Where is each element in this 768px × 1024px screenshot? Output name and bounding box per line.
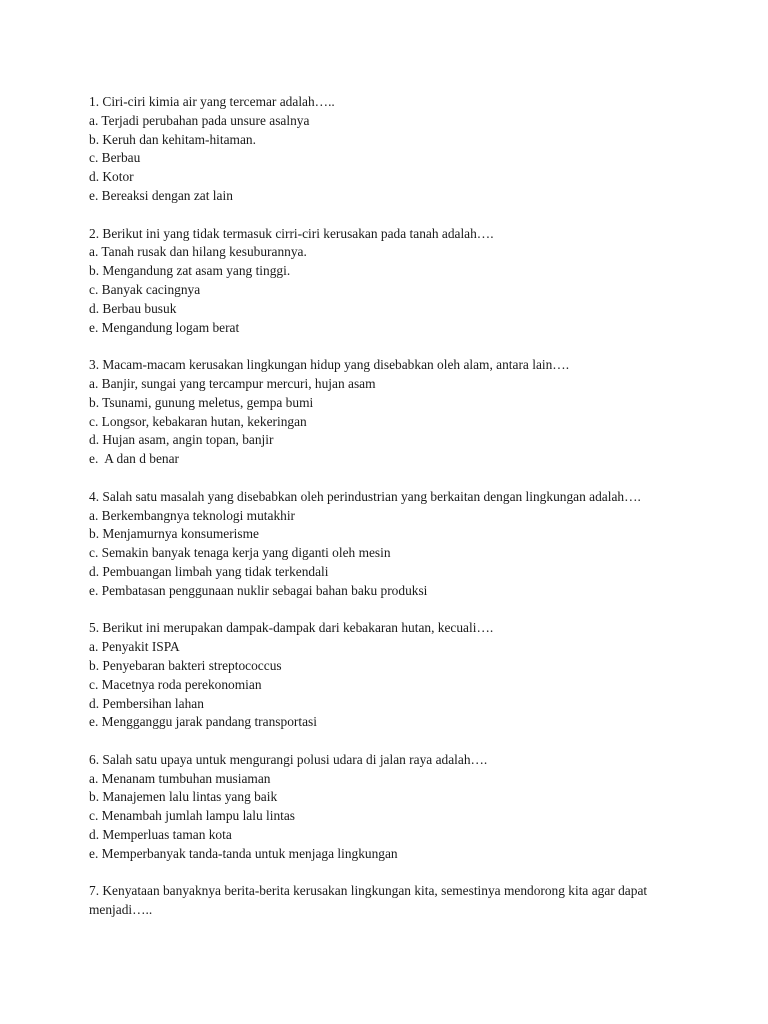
answer-option-c: c. Berbau xyxy=(89,150,141,166)
answer-option-d: d. Berbau busuk xyxy=(89,300,177,316)
answer-option-e: e. Mengganggu jarak pandang transportasi xyxy=(89,714,317,730)
answer-option-d: d. Kotor xyxy=(89,169,134,185)
question-stem: 2. Berikut ini yang tidak termasuk cirri-ciri kerusakan pada tanah adalah…. xyxy=(89,225,494,241)
answer-option-c: c. Semakin banyak tenaga kerja yang diganti oleh mesin xyxy=(89,545,391,561)
question-7 xyxy=(89,882,709,920)
question-2 xyxy=(89,225,709,338)
question-stem: 6. Salah satu upaya untuk mengurangi polusi udara di jalan raya adalah…. xyxy=(89,751,488,767)
answer-option-e: e. A dan d benar xyxy=(89,451,179,467)
answer-option-b: b. Menjamurnya konsumerisme xyxy=(89,526,259,542)
answer-option-d: d. Hujan asam, angin topan, banjir xyxy=(89,432,274,448)
answer-option-a: a. Menanam tumbuhan musiaman xyxy=(89,770,271,786)
question-stem: 5. Berikut ini merupakan dampak-dampak dari kebakaran hutan, kecuali…. xyxy=(89,620,494,636)
question-1 xyxy=(89,93,709,206)
question-5 xyxy=(89,619,709,732)
answer-option-e: e. Mengandung logam berat xyxy=(89,319,240,335)
answer-option-e: e. Memperbanyak tanda-tanda untuk menjaga lingkungan xyxy=(89,845,398,861)
question-6 xyxy=(89,751,709,864)
answer-option-b: b. Mengandung zat asam yang tinggi. xyxy=(89,263,291,279)
answer-option-a: a. Banjir, sungai yang tercampur mercuri, hujan asam xyxy=(89,375,376,391)
question-stem: 3. Macam-macam kerusakan lingkungan hidup yang disebabkan oleh alam, antara lain…. xyxy=(89,357,570,373)
answer-option-b: b. Keruh dan kehitam-hitaman. xyxy=(89,131,256,147)
answer-option-c: c. Longsor, kebakaran hutan, kekeringan xyxy=(89,413,307,429)
answer-option-b: b. Tsunami, gunung meletus, gempa bumi xyxy=(89,394,314,410)
answer-option-b: b. Manajemen lalu lintas yang baik xyxy=(89,789,278,805)
answer-option-e: e. Pembatasan penggunaan nuklir sebagai bahan baku produksi xyxy=(89,582,428,598)
answer-option-e: e. Bereaksi dengan zat lain xyxy=(89,187,233,203)
answer-option-d: d. Memperluas taman kota xyxy=(89,827,232,843)
question-stem: 7. Kenyataan banyaknya berita-berita kerusakan lingkungan kita, semestinya mendorong kita agar dapat menjadi….. xyxy=(89,883,648,918)
question-stem: 4. Salah satu masalah yang disebabkan oleh perindustrian yang berkaitan dengan lingkungan adalah…. xyxy=(89,488,641,504)
question-list xyxy=(89,93,709,939)
question-stem: 1. Ciri-ciri kimia air yang tercemar adalah….. xyxy=(89,94,335,109)
answer-option-d: d. Pembersihan lahan xyxy=(89,695,204,711)
answer-option-a: a. Berkembangnya teknologi mutakhir xyxy=(89,507,296,523)
answer-option-c: c. Menambah jumlah lampu lalu lintas xyxy=(89,808,296,824)
answer-option-c: c. Macetnya roda perekonomian xyxy=(89,676,262,692)
question-4 xyxy=(89,488,709,601)
answer-option-a: a. Tanah rusak dan hilang kesuburannya. xyxy=(89,244,307,260)
question-3 xyxy=(89,356,709,469)
answer-option-a: a. Penyakit ISPA xyxy=(89,639,180,655)
answer-option-a: a. Terjadi perubahan pada unsure asalnya xyxy=(89,112,310,128)
answer-option-d: d. Pembuangan limbah yang tidak terkendali xyxy=(89,563,329,579)
answer-option-c: c. Banyak cacingnya xyxy=(89,281,201,297)
answer-option-b: b. Penyebaran bakteri streptococcus xyxy=(89,657,282,673)
